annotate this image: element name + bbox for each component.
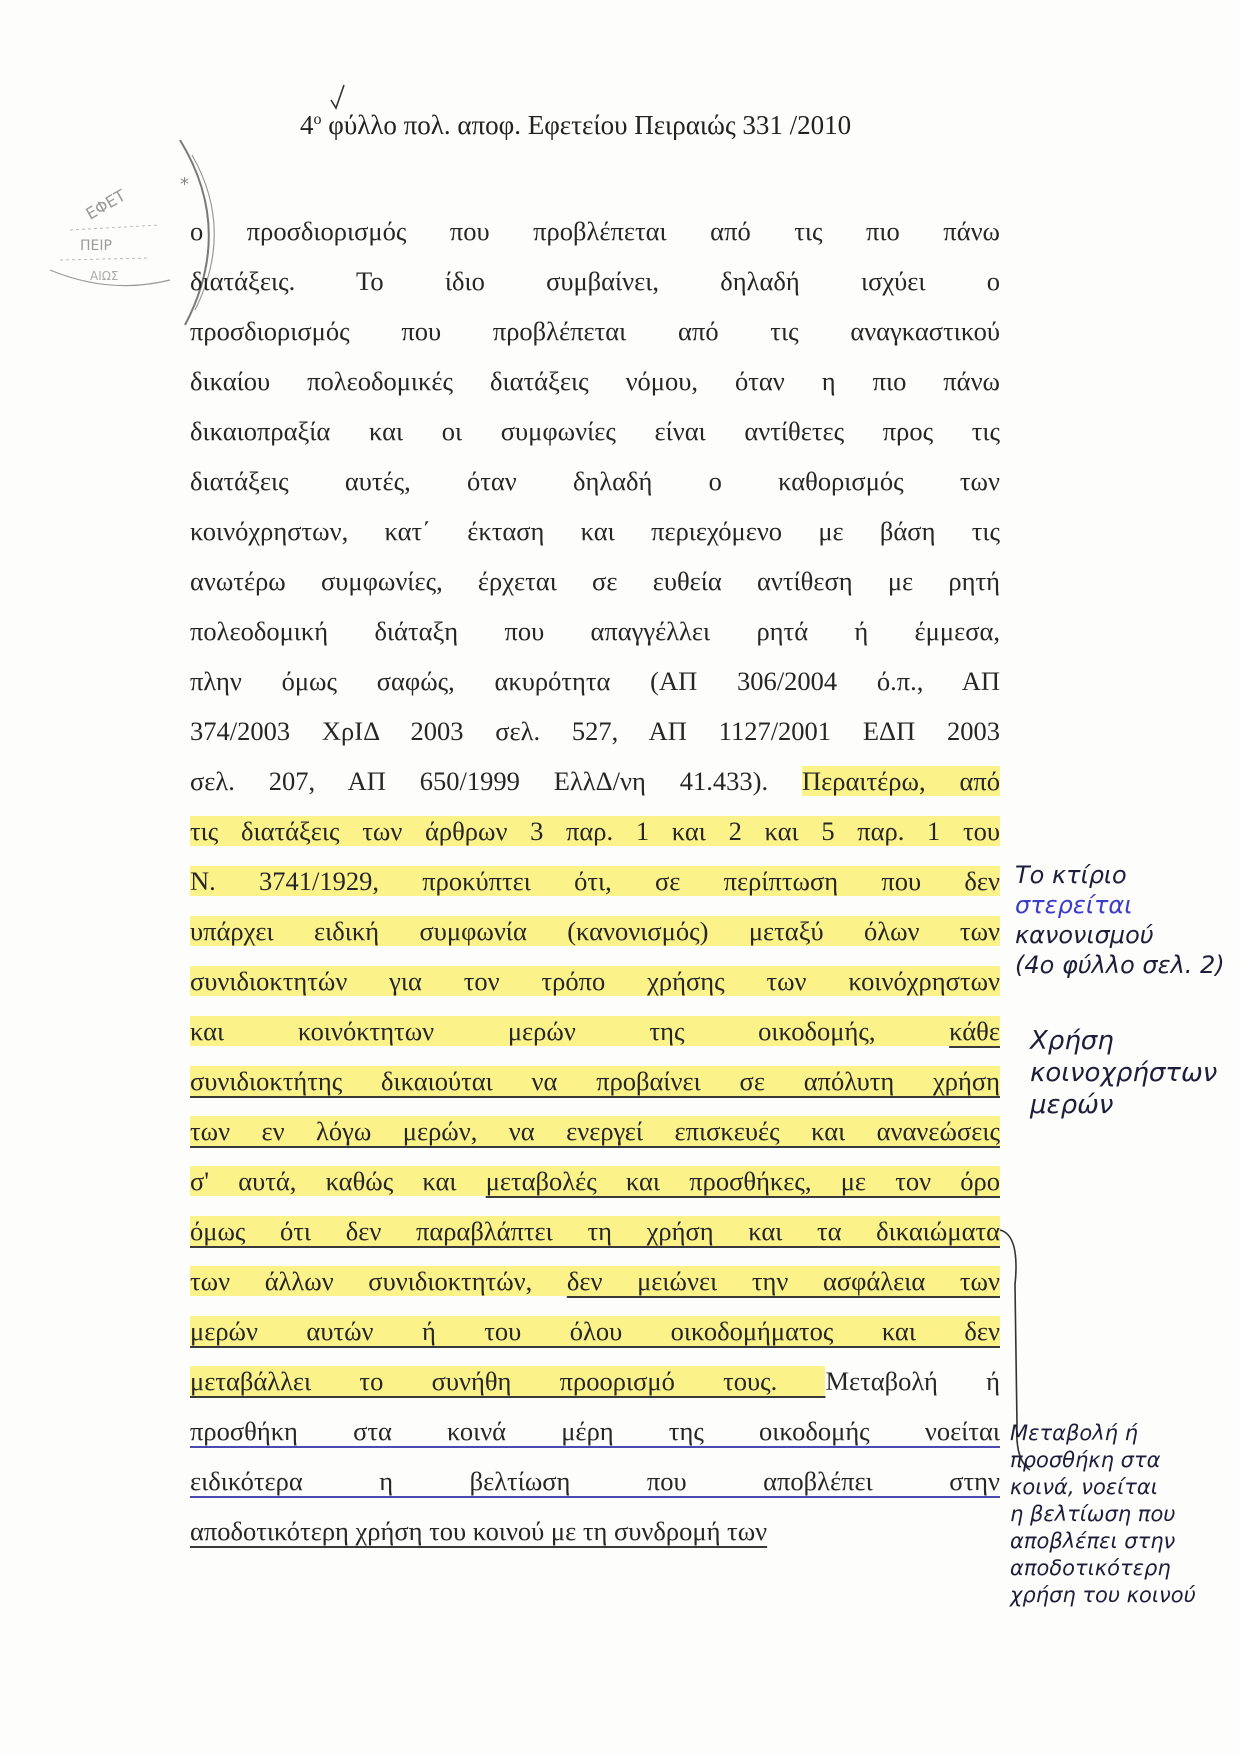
highlighted-text: των άλλων συνιδιοκτητών, (190, 1266, 567, 1296)
text-line: προσδιορισμός που προβλέπεται από τις αναγκαστικού (190, 316, 1000, 346)
text-line (190, 1060, 1000, 1102)
text-line (190, 1260, 1000, 1302)
text-segment: Μεταβολή ή (825, 1366, 1000, 1396)
note-line: αποδοτικότερη (1010, 1556, 1171, 1580)
note-line: χρήση του κοινού (1010, 1583, 1196, 1607)
text-line (190, 960, 1000, 1002)
text-line (190, 810, 1000, 852)
checkmark-icon (328, 82, 348, 112)
text-line: κοινόχρηστων, κατ΄ έκταση και περιεχόμενο με βάση τις (190, 516, 1000, 546)
text-line (190, 1360, 1000, 1402)
text-line (190, 1110, 1000, 1152)
note-line: (4ο φύλλο σελ. 2) (1015, 951, 1225, 979)
underlined-text: αποδοτικότερη χρήση του κοινού με τη συνδρομή των (190, 1516, 768, 1546)
handwritten-note-alteration (1010, 1420, 1196, 1609)
highlighted-text: σ' αυτά, καθώς και (190, 1166, 486, 1196)
highlighted-text: Περαιτέρω, από (802, 766, 1000, 796)
note-line: κανονισμού (1015, 921, 1154, 949)
underlined-text: μερών αυτών ή του όλου οικοδομήματος και δεν (190, 1316, 1000, 1346)
text-line: ανωτέρω συμφωνίες, έρχεται σε ευθεία αντίθεση με ρητή (190, 566, 1000, 596)
highlighted-text: τις διατάξεις των άρθρων 3 παρ. 1 και 2 και 5 παρ. 1 του (190, 816, 1000, 846)
text-line: δικαίου πολεοδομικές διατάξεις νόμου, όταν η πιο πάνω (190, 366, 1000, 396)
highlighted-text: συνιδιοκτητών για τον τρόπο χρήσης των κοινόχρηστων (190, 966, 1000, 996)
note-line: Μεταβολή ή (1010, 1421, 1138, 1445)
underlined-text: μεταβάλλει το συνήθη προορισμό τους. (190, 1366, 826, 1396)
page-header (300, 110, 1000, 141)
underlined-text: κάθε (949, 1016, 1000, 1046)
underlined-text: συνιδιοκτήτης δικαιούται να προβαίνει σε απόλυτη χρήση (190, 1066, 1000, 1096)
text-line: διατάξεις. Το ίδιο συμβαίνει, δηλαδή ισχύει ο (190, 266, 1000, 296)
decision-reference: φύλλο πολ. αποφ. Εφετείου Πειραιώς 331 /2010 (321, 110, 852, 140)
underlined-text: ειδικότερα η βελτίωση που αποβλέπει στην (190, 1466, 1000, 1496)
note-line: Χρήση (1030, 1026, 1114, 1056)
underlined-text: μεταβολές και προσθήκες, με τον όρο (485, 1166, 1000, 1196)
svg-text:ΑΙΩΣ: ΑΙΩΣ (90, 269, 119, 283)
text-line: πολεοδομική διάταξη που απαγγέλλει ρητά ή έμμεσα, (190, 616, 1000, 646)
text-line: ο προσδιορισμός που προβλέπεται από τις πιο πάνω (190, 216, 1000, 246)
text-line: 374/2003 ΧρΙΔ 2003 σελ. 527, ΑΠ 1127/2001 ΕΔΠ 2003 (190, 716, 1000, 746)
text-segment: σελ. 207, ΑΠ 650/1999 ΕλλΔ/νη 41.433). (190, 766, 802, 796)
svg-text:ΕΦΕΤ: ΕΦΕΤ (82, 185, 129, 224)
sheet-number-superscript: ο (313, 111, 322, 128)
text-line (190, 1460, 1000, 1502)
underlined-text: όμως ότι δεν παραβλάπτει τη χρήση και τα δικαιώματα (190, 1216, 1000, 1246)
note-line: κοινά, νοείται (1010, 1475, 1158, 1499)
highlighted-text: και κοινόκτητων μερών της οικοδομής, (190, 1016, 950, 1046)
highlighted-text: Ν. 3741/1929, προκύπτει ότι, σε περίπτωση που δεν (190, 866, 1000, 896)
sheet-number: 4 (300, 110, 314, 140)
text-line (190, 1310, 1000, 1352)
text-line (190, 1210, 1000, 1252)
text-line (190, 1410, 1000, 1452)
underlined-text: των εν λόγω μερών, να ενεργεί επισκευές και ανανεώσεις (190, 1116, 1000, 1146)
note-line: στερείται (1015, 891, 1133, 919)
handwritten-note-common-use (1030, 1025, 1217, 1121)
highlighted-text: υπάρχει ειδική συμφωνία (κανονισμός) μεταξύ όλων των (190, 916, 1000, 946)
note-line: η βελτίωση που (1010, 1502, 1176, 1526)
text-line (190, 1010, 1000, 1052)
note-line: μερών (1030, 1090, 1114, 1120)
svg-text:*: * (180, 174, 189, 195)
text-line: διατάξεις αυτές, όταν δηλαδή ο καθορισμός των (190, 466, 1000, 496)
text-line: δικαιοπραξία και οι συμφωνίες είναι αντίθετες προς τις (190, 416, 1000, 446)
text-line (190, 910, 1000, 952)
note-line: προσθήκη στα (1010, 1448, 1161, 1472)
svg-text:ΠΕΙΡ: ΠΕΙΡ (80, 238, 112, 254)
text-line (190, 1510, 1000, 1552)
handwritten-note-no-regulation (1015, 860, 1225, 980)
note-line: Το κτίριο (1015, 861, 1127, 889)
text-line (190, 860, 1000, 902)
note-line: κοινοχρήστων (1030, 1058, 1218, 1088)
note-line: αποβλέπει στην (1010, 1529, 1176, 1553)
underlined-text: δεν μειώνει την ασφάλεια των (566, 1266, 1000, 1296)
text-line: πλην όμως σαφώς, ακυρότητα (ΑΠ 306/2004 ό.π., ΑΠ (190, 666, 1000, 696)
text-line (190, 760, 1000, 802)
underlined-text: προσθήκη στα κοινά μέρη της οικοδομής νοείται (190, 1416, 1000, 1446)
text-line (190, 1160, 1000, 1202)
